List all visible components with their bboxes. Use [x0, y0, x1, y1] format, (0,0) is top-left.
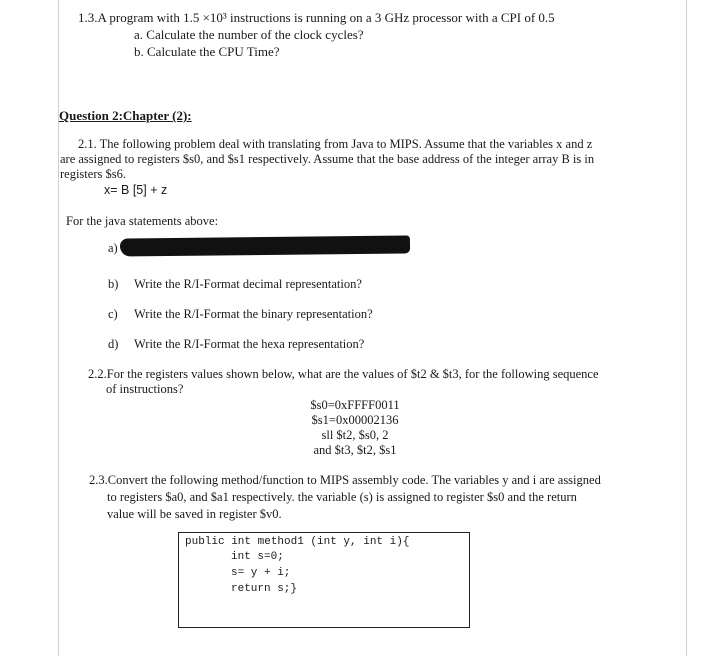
item-a-label: a)	[108, 241, 118, 255]
p23-line1: 2.3.Convert the following method/function to MIPS assembly code. The variables y and i are assigned	[89, 473, 601, 487]
item-c-text: Write the R/I-Format the binary representation?	[134, 307, 373, 321]
question-2-heading: Question 2:Chapter (2):	[59, 108, 192, 123]
q13-title: 1.3.A program with 1.5 ×10³ instructions is running on a 3 GHz processor with a CPI of 0.5	[78, 10, 555, 25]
item-b-text: Write the R/I-Format decimal representation?	[134, 277, 362, 291]
p21-line2: are assigned to registers $s0, and $s1 respectively. Assume that the base address of the integer array B is in	[60, 152, 595, 166]
p21-line3: registers $s6.	[60, 167, 126, 181]
p23-line3: value will be saved in register $v0.	[107, 507, 282, 521]
p21-line1: 2.1. The following problem deal with translating from Java to MIPS. Assume that the variables x and z	[78, 137, 593, 151]
p22-line1: 2.2.For the registers values shown below, what are the values of $t2 & $t3, for the following sequence	[88, 367, 599, 381]
code-line: s= y + i;	[231, 567, 291, 579]
redaction-mark	[120, 235, 410, 256]
code-line: public int method1 (int y, int i){	[185, 536, 410, 548]
code-line: int s=0;	[231, 551, 284, 563]
item-b-label: b)	[108, 277, 119, 291]
item-d-text: Write the R/I-Format the hexa representation?	[134, 337, 365, 351]
code-box	[178, 532, 470, 628]
item-c-label: c)	[108, 307, 118, 321]
q13-item-a: a. Calculate the number of the clock cycles?	[134, 27, 364, 42]
p21-lead: For the java statements above:	[66, 214, 219, 228]
p22-code-line: and $t3, $t2, $s1	[313, 443, 397, 457]
java-statement: x= B [5] + z	[104, 183, 168, 197]
p23-line2: to registers $a0, and $a1 respectively. the variable (s) is assigned to register $s0 and the return	[107, 490, 577, 504]
code-line: return s;}	[231, 583, 298, 595]
p22-code-line: $s1=0x00002136	[311, 413, 399, 427]
p22-code-line: sll $t2, $s0, 2	[321, 428, 389, 442]
q13-item-b: b. Calculate the CPU Time?	[134, 44, 280, 59]
p22-line2: of instructions?	[106, 382, 184, 396]
p22-code-line: $s0=0xFFFF0011	[310, 398, 400, 412]
item-d-label: d)	[108, 337, 119, 351]
